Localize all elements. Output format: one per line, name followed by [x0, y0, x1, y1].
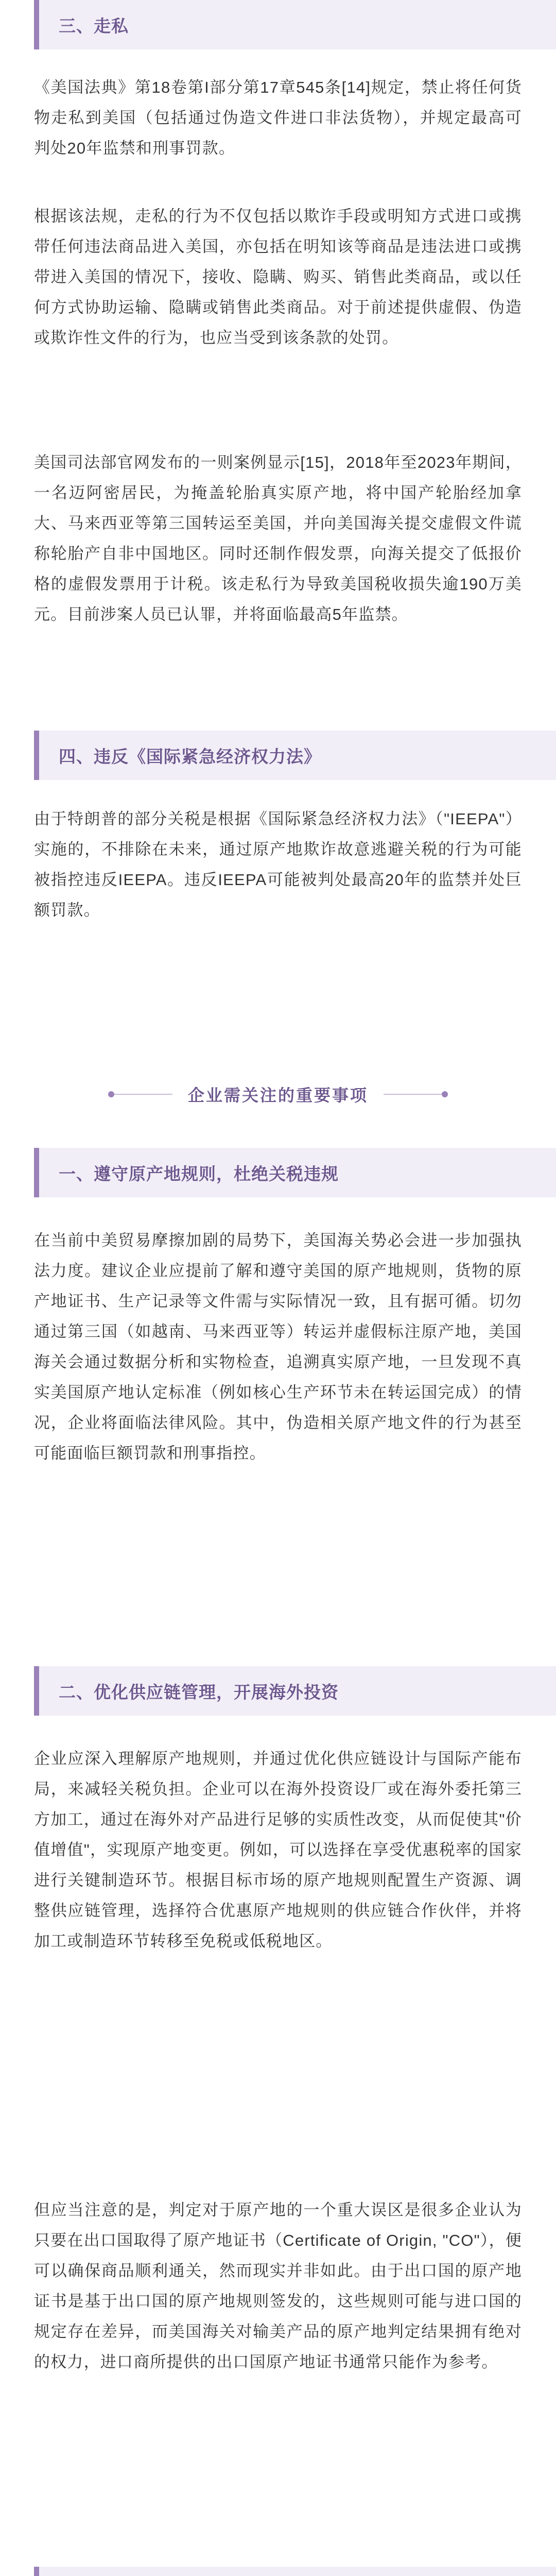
item-heading-origin-rules	[34, 1148, 556, 1197]
section-heading-text: 三、走私	[59, 16, 129, 36]
item-heading-fta	[34, 2567, 556, 2576]
item-heading-text: 一、遵守原产地规则，杜绝关税违规	[59, 1164, 339, 1183]
paragraph: 但应当注意的是，判定对于原产地的一个重大误区是很多企业认为只要在出口国取得了原产地证书（Certificate of Origin, "CO"），便可以确保商品顺利通关，然而现实并非如此。由于出口国的原产地证书是基于出口国的原产地规则签发的，这些规则可能与进口国的规定存在差异，而美国海关对输美产品的原产地判定结果拥有绝对的权力，进口商所提供的出口国原产地证书通常只能作为参考。	[34, 2201, 522, 2371]
paragraph: 美国司法部官网发布的一则案例显示[15]，2018年至2023年期间，一名迈阿密居民，为掩盖轮胎真实原产地，将中国产轮胎经加拿大、马来西亚等第三国转运至美国，并向美国海关提交虚假文件谎称轮胎产自非中国地区。同时还制作假发票，向海关提交了低报价格的虚假发票用于计税。该走私行为导致美国税收损失逾190万美元。目前涉案人员已认罪，并将面临最高5年监禁。	[34, 453, 522, 623]
divider	[114, 1094, 172, 1095]
banner-dot-icon	[108, 1091, 114, 1097]
paragraph: 企业应深入理解原产地规则，并通过优化供应链设计与国际产能布局，来减轻关税负担。企业可以在海外投资设厂或在海外委托第三方加工，通过在海外对产品进行足够的实质性改变，从而促使其"价值增值"，实现原产地变更。例如，可以选择在享受优惠税率的国家进行关键制造环节。根据目标市场的原产地规则配置生产资源、调整供应链管理，选择符合优惠原产地规则的供应链合作伙伴，并将加工或制造环节转移至免税或低税地区。	[34, 1750, 522, 1950]
banner-dot-icon	[442, 1091, 448, 1097]
important-matters-banner	[108, 1079, 448, 1110]
paragraph: 在当前中美贸易摩擦加剧的局势下，美国海关势必会进一步加强执法力度。建议企业应提前了解和遵守美国的原产地规则，货物的原产地证书、生产记录等文件需与实际情况一致，且有据可循。切勿通过第三国（如越南、马来西亚等）转运并虚假标注原产地，美国海关会通过数据分析和实物检查，追溯真实原产地，一旦发现不真实美国原产地认定标准（例如核心生产环节未在转运国完成）的情况，企业将面临法律风险。其中，伪造相关原产地文件的行为甚至可能面临巨额罚款和刑事指控。	[34, 1231, 522, 1462]
paragraph: 《美国法典》第18卷第I部分第17章545条[14]规定，禁止将任何货物走私到美国（包括通过伪造文件进口非法货物），并规定最高可判处20年监禁和刑事罚款。	[34, 78, 522, 157]
item-heading-text: 二、优化供应链管理，开展海外投资	[59, 1682, 339, 1702]
paragraph: 由于特朗普的部分关税是根据《国际紧急经济权力法》（"IEEPA"）实施的，不排除在未来，通过原产地欺诈故意逃避关税的行为可能被指控违反IEEPA。违反IEEPA可能被判处最高20年的监禁并处巨额罚款。	[34, 810, 522, 919]
paragraph: 根据该法规，走私的行为不仅包括以欺诈手段或明知方式进口或携带任何违法商品进入美国，亦包括在明知该等商品是违法进口或携带进入美国的情况下，接收、隐瞒、购买、销售此类商品，或以任何方式协助运输、隐瞒或销售此类商品。对于前述提供虚假、伪造或欺诈性文件的行为，也应当受到该条款的处罚。	[34, 207, 522, 347]
banner-title: 企业需关注的重要事项	[188, 1086, 369, 1105]
section-heading-text: 四、违反《国际紧急经济权力法》	[59, 747, 321, 766]
section-heading-ieepa	[34, 731, 556, 780]
divider	[384, 1094, 442, 1095]
item-heading-supply-chain	[34, 1666, 556, 1716]
section-heading-smuggling	[34, 0, 556, 49]
